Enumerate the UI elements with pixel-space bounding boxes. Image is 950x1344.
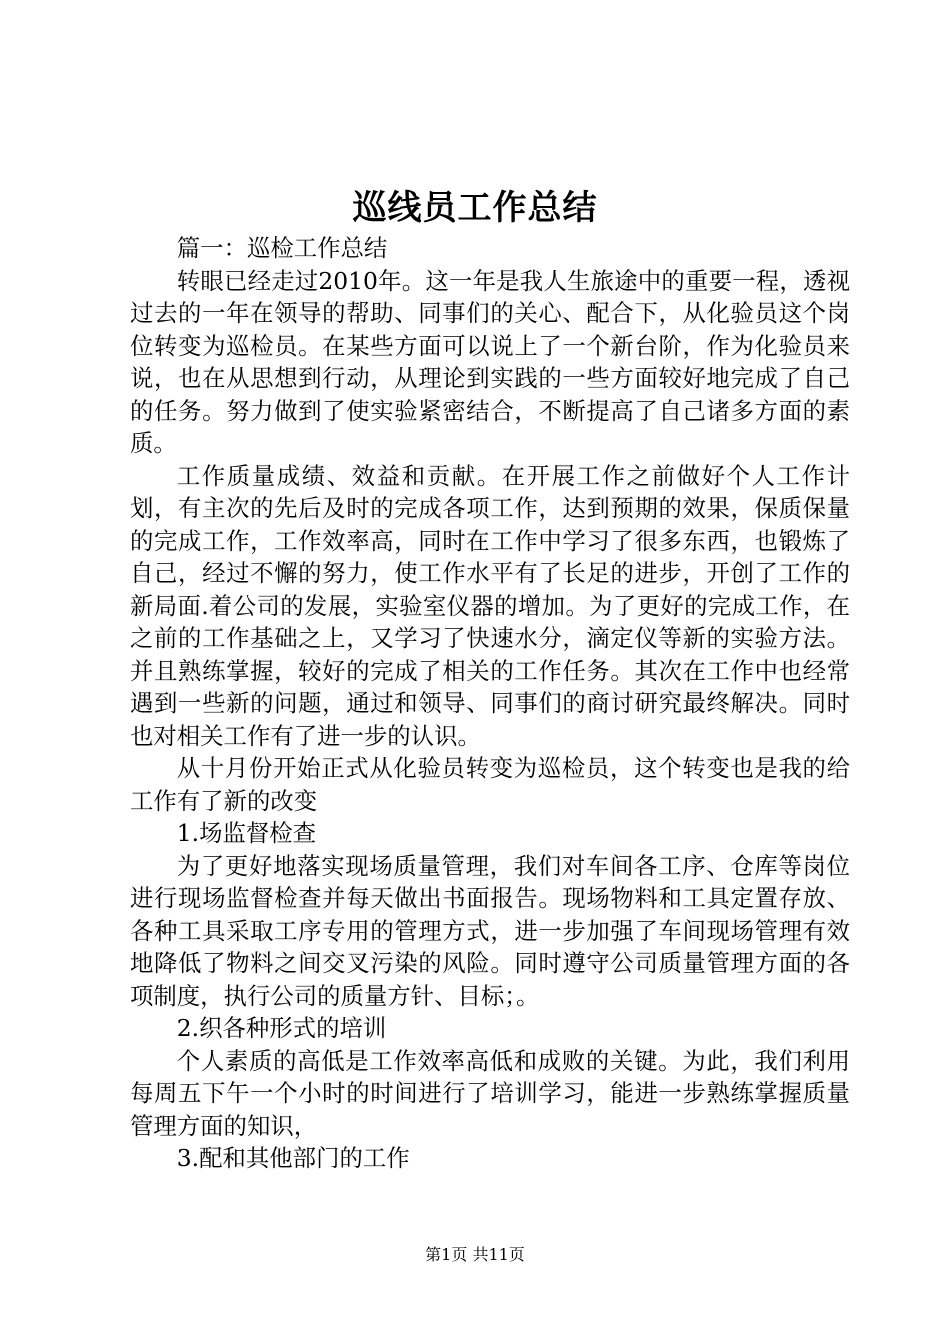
section-heading-1: 篇一：巡检工作总结	[176, 234, 388, 262]
list-heading-1: 1.场监督检查	[176, 819, 317, 847]
document-body	[130, 232, 850, 1175]
page-footer: 第1页 共11页	[425, 1245, 525, 1264]
body-paragraph: 从十月份开始正式从化验员转变为巡检员，这个转变也是我的给工作有了新的改变	[130, 754, 850, 815]
body-paragraph: 转眼已经走过2010年。这一年是我人生旅途中的重要一程，透视过去的一年在领导的帮助、同事们的关心、配合下，从化验员这个岗位转变为巡检员。在某些方面可以说上了一个新台阶，作为化验员来说，也在从思想到行动，从理论到实践的一些方面较好地完成了自己的任务。努力做到了使实验紧密结合，不断提高了自己诸多方面的素质。	[130, 266, 850, 457]
body-paragraph: 为了更好地落实现场质量管理，我们对车间各工序、仓库等岗位进行现场监督检查并每天做出书面报告。现场物料和工具定置存放、各种工具采取工序专用的管理方式，进一步加强了车间现场管理有效地降低了物料之间交叉污染的风险。同时遵守公司质量管理方面的各项制度，执行公司的质量方针、目标；。	[130, 851, 850, 1010]
body-paragraph: 工作质量成绩、效益和贡献。在开展工作之前做好个人工作计划，有主次的先后及时的完成各项工作，达到预期的效果，保质保量的完成工作，工作效率高，同时在工作中学习了很多东西，也锻炼了自己，经过不懈的努力，使工作水平有了长足的进步，开创了工作的新局面.着公司的发展，实验室仪器的增加。为了更好的完成工作，在之前的工作基础之上，又学习了快速水分，滴定仪等新的实验方法。并且熟练掌握，较好的完成了相关的工作任务。其次在工作中也经常遇到一些新的问题，通过和领导、同事们的商讨研究最终解决。同时也对相关工作有了进一步的认识。	[130, 461, 850, 750]
list-heading-2: 2.织各种形式的培训	[176, 1014, 387, 1042]
document-title: 巡线员工作总结	[352, 188, 598, 228]
list-heading-3: 3.配和其他部门的工作	[176, 1144, 410, 1172]
body-paragraph: 个人素质的高低是工作效率高低和成败的关键。为此，我们利用每周五下午一个小时的时间进行了培训学习，能进一步熟练掌握质量管理方面的知识，	[130, 1046, 850, 1140]
